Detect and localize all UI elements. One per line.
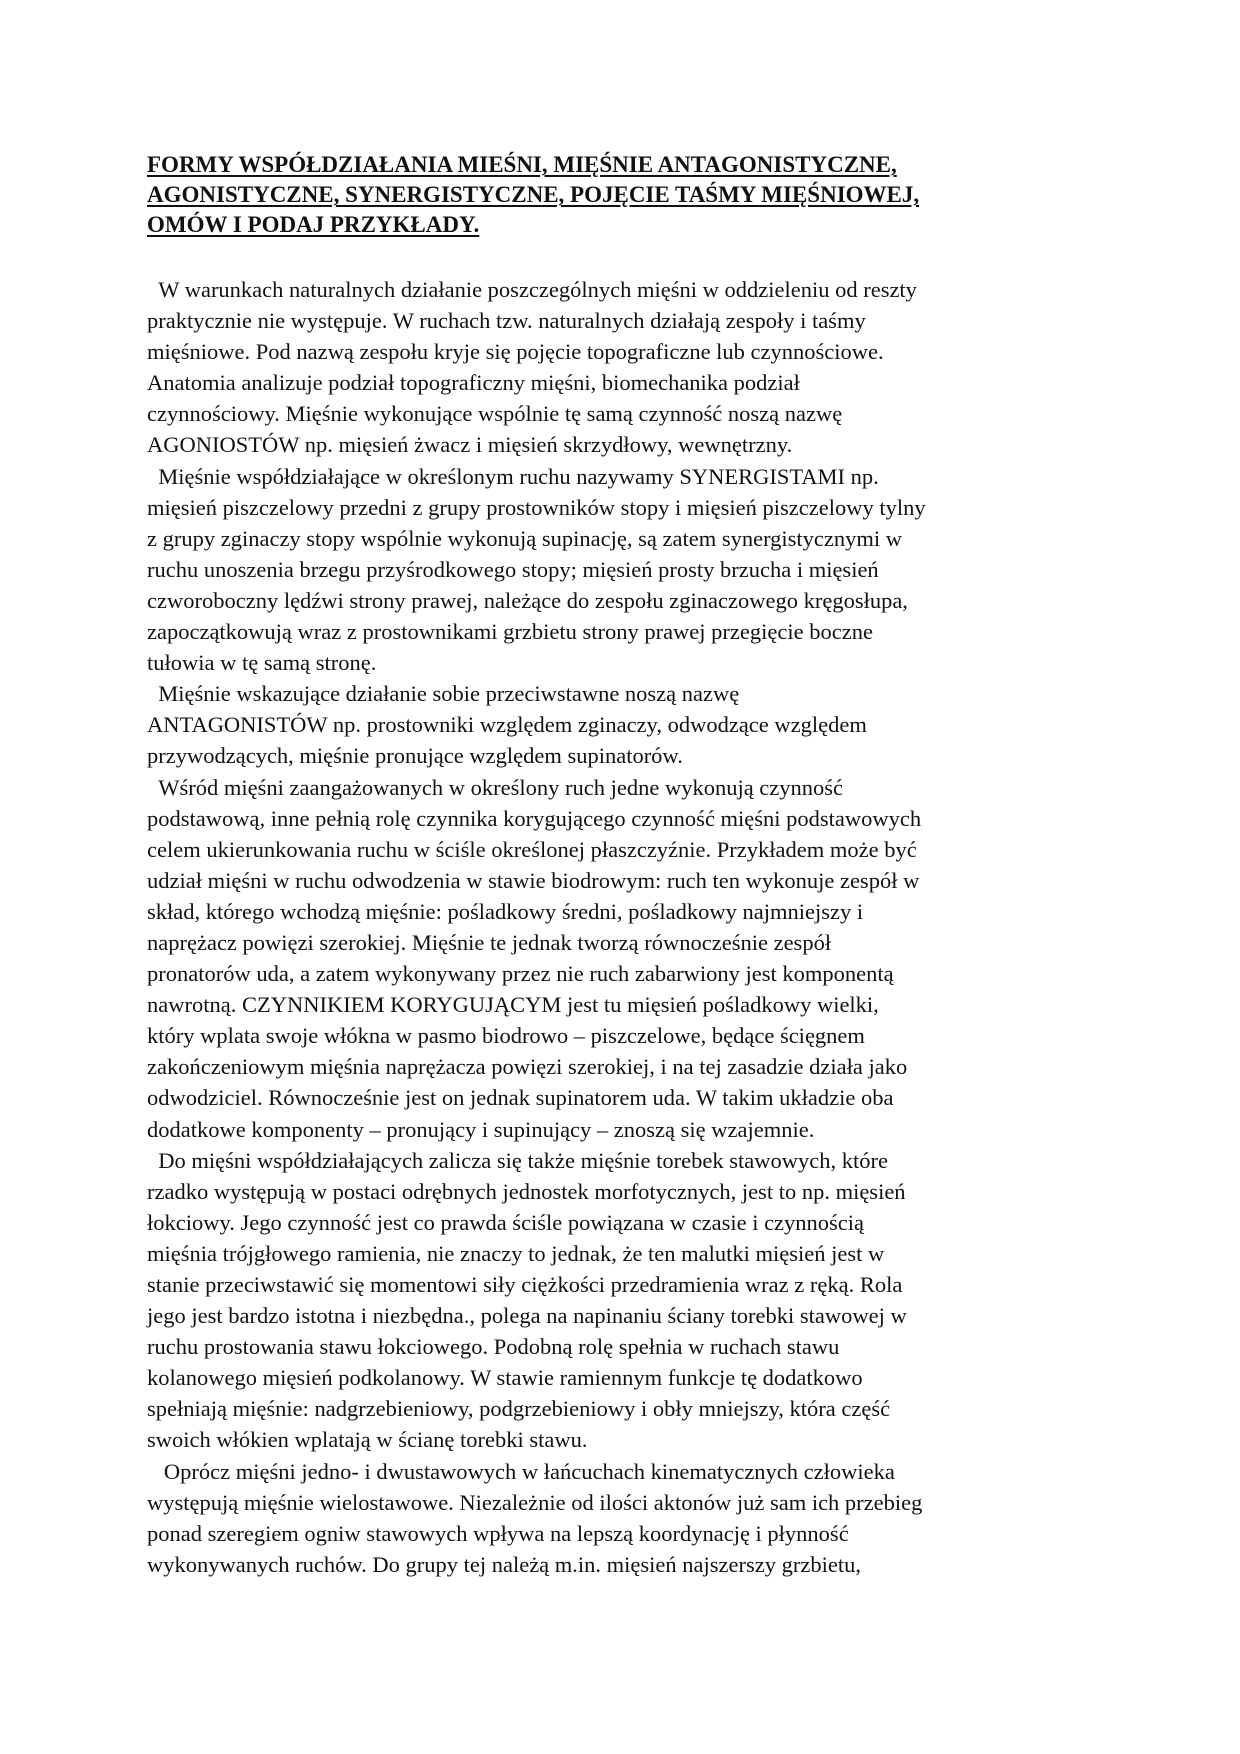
body-line: mięsień piszczelowy przedni z grupy prostowników stopy i mięsień piszczelowy tylny: [147, 494, 926, 520]
body-line: celem ukierunkowania ruchu w ściśle określonej płaszczyźnie. Przykładem może być: [147, 836, 917, 862]
body-line: Mięśnie współdziałające w określonym ruchu nazywamy SYNERGISTAMI np.: [147, 463, 879, 489]
body-line: ruchu unoszenia brzegu przyśrodkowego stopy; mięsień prosty brzucha i mięsień: [147, 556, 879, 582]
body-line: W warunkach naturalnych działanie poszczególnych mięśni w oddzieleniu od reszty: [147, 277, 917, 302]
body-line: zakończeniowym mięśnia naprężacza powięzi szerokiej, i na tej zasadzie działa jako: [147, 1054, 908, 1080]
body-line: rzadko występują w postaci odrębnych jednostek morfotycznych, jest to np. mięsień: [147, 1178, 906, 1204]
body-line: nawrotną. CZYNNIKIEM KORYGUJĄCYM jest tu mięsień pośladkowy wielki,: [147, 992, 879, 1018]
body-line: swoich włókien wplatają w ścianę torebki stawu.: [147, 1427, 588, 1453]
body-line: praktycznie nie występuje. W ruchach tzw. naturalnych działają zespoły i taśmy: [147, 308, 866, 334]
title-line: FORMY WSPÓŁDZIAŁANIA MIEŚNI, MIĘŚNIE ANTAGONISTYCZNE,: [147, 152, 897, 177]
body-line: stanie przeciwstawić się momentowi siły ciężkości przedramienia wraz z ręką. Rola: [147, 1272, 903, 1297]
title-line: AGONISTYCZNE, SYNERGISTYCZNE, POJĘCIE TAŚMY MIĘŚNIOWEJ,: [147, 182, 920, 207]
body-line: spełniają mięśnie: nadgrzebieniowy, podgrzebieniowy i obły mniejszy, która część: [147, 1396, 891, 1422]
body-line: łokciowy. Jego czynność jest co prawda ściśle powiązana w czasie i czynnością: [147, 1209, 865, 1235]
body-line: udział mięśni w ruchu odwodzenia w stawie biodrowym: ruch ten wykonuje zespół w: [147, 867, 920, 893]
body-line: z grupy zginaczy stopy wspólnie wykonują supinację, są zatem synergistycznymi w: [147, 525, 903, 551]
body-line: ruchu prostowania stawu łokciowego. Podobną rolę spełnia w ruchach stawu: [147, 1334, 840, 1360]
body-line: przywodzących, mięśnie pronujące względem supinatorów.: [147, 743, 683, 769]
body-line: podstawową, inne pełnią rolę czynnika korygującego czynność mięśni podstawowych: [147, 805, 922, 831]
body-line: wykonywanych ruchów. Do grupy tej należą m.in. mięsień najszerszy grzbietu,: [147, 1551, 861, 1577]
body-line: mięśniowe. Pod nazwą zespołu kryje się pojęcie topograficzne lub czynnościowe.: [147, 339, 884, 365]
body-line: skład, którego wchodzą mięśnie: pośladkowy średni, pośladkowy najmniejszy i: [147, 898, 864, 924]
body-line: mięśnia trójgłowego ramienia, nie znaczy to jednak, że ten malutki mięsień jest w: [147, 1240, 885, 1266]
body-line: występują mięśnie wielostawowe. Niezależnie od ilości aktonów już sam ich przebieg: [147, 1489, 923, 1515]
body-line: Anatomia analizuje podział topograficzny mięśni, biomechanika podział: [147, 370, 800, 396]
body-line: Oprócz mięśni jedno- i dwustawowych w łańcuchach kinematycznych człowieka: [147, 1458, 895, 1484]
body-line: czworoboczny lędźwi strony prawej, należące do zespołu zginaczowego kręgosłupa,: [147, 587, 908, 613]
body-line: który wplata swoje włókna w pasmo biodrowo – piszczelowe, będące ścięgnem: [147, 1023, 865, 1049]
document-body: [147, 274, 1092, 1580]
body-line: kolanowego mięsień podkolanowy. W stawie ramiennym funkcje tę dodatkowo: [147, 1365, 863, 1391]
body-line: Wśród mięśni zaangażowanych w określony ruch jedne wykonują czynność: [147, 774, 844, 800]
body-line: odwodziciel. Równocześnie jest on jednak supinatorem uda. W takim układzie oba: [147, 1085, 894, 1111]
body-line: jego jest bardzo istotna i niezbędna., polega na napinaniu ściany torebki stawowej w: [147, 1303, 907, 1329]
body-line: dodatkowe komponenty – pronujący i supinujący – znoszą się wzajemnie.: [147, 1116, 815, 1142]
body-line: zapoczątkowują wraz z prostownikami grzbietu strony prawej przegięcie boczne: [147, 619, 873, 645]
document-title: [147, 150, 1087, 240]
body-line: tułowia w tę samą stronę.: [147, 650, 377, 676]
title-line: OMÓW I PODAJ PRZYKŁADY.: [147, 212, 480, 237]
body-line: Mięśnie wskazujące działanie sobie przeciwstawne noszą nazwę: [147, 681, 740, 707]
body-line: AGONIOSTÓW np. mięsień żwacz i mięsień skrzydłowy, wewnętrzny.: [147, 432, 793, 458]
body-line: naprężacz powięzi szerokiej. Mięśnie te jednak tworzą równocześnie zespół: [147, 929, 832, 955]
body-line: Do mięśni współdziałających zalicza się także mięśnie torebek stawowych, które: [147, 1147, 888, 1173]
body-line: pronatorów uda, a zatem wykonywany przez nie ruch zabarwiony jest komponentą: [147, 961, 894, 987]
body-line: ponad szeregiem ogniw stawowych wpływa na lepszą koordynację i płynność: [147, 1520, 849, 1546]
body-line: czynnościowy. Mięśnie wykonujące wspólnie tę samą czynność noszą nazwę: [147, 401, 843, 427]
body-line: ANTAGONISTÓW np. prostowniki względem zginaczy, odwodzące względem: [147, 712, 867, 738]
